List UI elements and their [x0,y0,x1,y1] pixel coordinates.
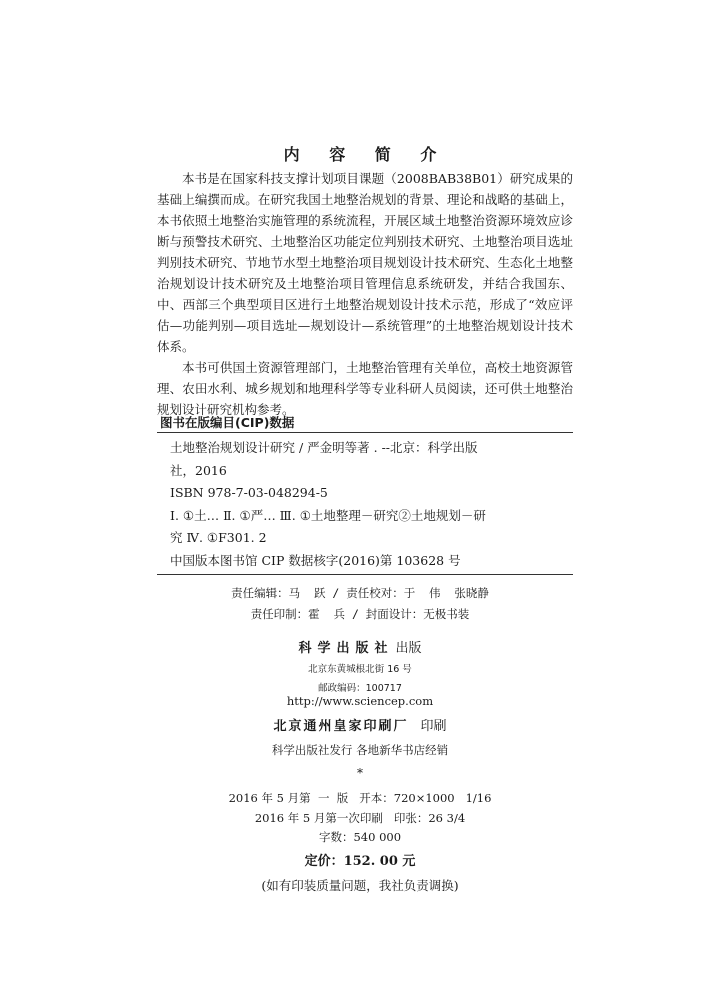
divider [157,574,573,575]
edition-line: 2016 年 5 月第一次印刷 印张：26 3/4 [254,810,466,825]
divider [157,432,573,433]
cip-isbn: ISBN 978-7-03-048294-5 [170,485,328,500]
editor-credits-line: 责任印制：霍 兵 / 封面设计：无极书装 [250,607,470,621]
editor-credits [0,583,720,625]
intro-paragraph: 本书是在国家科技支撑计划项目课题（2008BAB38B01）研究成果的基础上编撰而成。在研究我国土地整治规划的背景、理论和战略的基础上，本书依照土地整治实施管理的系统流程，开展区域土地整治资源环境效应诊断与预警技术研究、土地整治区功能定位判别技术研究、土地整治项目选址判别技术研究、节地节水型土地整治项目规划设计技术研究、生态化土地整治规划设计技术研究及土地整治项目管理信息系统研发，并结合我国东、中、西部三个典型项目区进行土地整治规划设计技术示范，形成了“效应评估—功能判别—项目选址—规划设计—系统管理”的土地整治规划设计技术体系。 [157,171,573,354]
book-introduction [157,168,573,420]
printer-suffix: 印刷 [420,719,447,734]
cip-number: 中国版本图书馆 CIP 数据核字(2016)第 103628 号 [170,552,461,568]
separator-star: * [357,766,363,780]
printer-name: 北京通州皇家印刷厂 [273,719,409,734]
cip-title-line: 土地整治规划设计研究 / 严金明等著 . --北京：科学出版 [170,440,478,455]
cip-classification-cont: 究 Ⅳ. ①F301. 2 [170,530,267,545]
publisher-url: http://www.sciencep.com [286,694,434,708]
cip-classification: Ⅰ. ①土… Ⅱ. ①严… Ⅲ. ①土地整理－研究②土地规划－研 [170,507,486,523]
cip-title-line-cont: 社，2016 [170,462,227,478]
publisher-suffix: 出版 [395,641,422,656]
publisher-line [0,637,720,656]
quality-notice: (如有印装质量问题，我社负责调换) [261,878,459,893]
page-title: 内 容 简 介 [283,145,449,164]
publisher-address: 北京东黄城根北街 16 号 [308,664,412,675]
cip-heading: 图书在版编目(CIP)数据 [160,415,295,430]
printer-line [0,715,720,734]
publisher-name: 科学出版社 [298,641,394,656]
edition-line: 2016 年 5 月第 一 版 开本：720×1000 1/16 [228,791,492,805]
edition-line: 字数：540 000 [318,830,402,844]
edition-info [0,789,720,848]
price: 定价：152. 00 元 [304,854,416,869]
cip-record [170,437,570,572]
editor-credits-line: 责任编辑：马 跃 / 责任校对：于 伟 张晓静 [231,586,489,600]
intro-paragraph: 本书可供国土资源管理部门，土地整治管理有关单位，高校土地资源管理、农田水利、城乡规划和地理科学等专业科研人员阅读，还可供土地整治规划设计研究机构参考。 [157,360,573,417]
distribution-line: 科学出版社发行 各地新华书店经销 [271,743,449,757]
publisher-postcode: 邮政编码：100717 [318,683,402,694]
publisher-address-block [0,660,720,698]
